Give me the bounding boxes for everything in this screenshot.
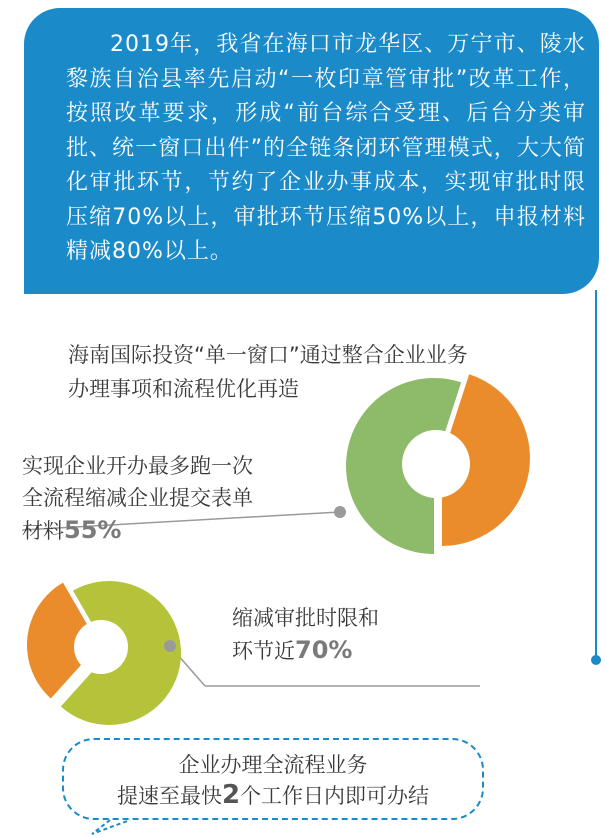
lead-line-1: 海南国际投资“单一窗口”通过整合企业业务 — [68, 343, 468, 367]
callout-materials-line-2: 全流程缩减企业提交表单 — [22, 486, 253, 510]
marker-dot-1 — [334, 506, 346, 518]
lead-line-2: 办理事项和流程优化再造 — [68, 377, 299, 401]
callout-time-line-2: 环节近 — [232, 639, 295, 663]
callout-materials-line-1: 实现企业开办最多跑一次 — [22, 454, 253, 478]
callout-materials-line-3: 材料 — [22, 519, 64, 543]
speech-bubble — [62, 738, 484, 820]
donut-hole-1 — [402, 430, 470, 498]
callout-time — [232, 602, 492, 667]
materials-percent: 55% — [64, 516, 122, 544]
callout-time-line-1: 缩减审批时限和 — [232, 606, 379, 630]
bubble-text — [64, 750, 482, 811]
callout-materials — [22, 450, 322, 547]
bubble-line-2-suffix: 个工作日内即可办结 — [240, 784, 430, 808]
intro-text: 2019年，我省在海口市龙华区、万宁市、陵水黎族自治县率先启动“一枚印章管审批”改革工作，按照改革要求，形成“前台综合受理、后台分类审批、统一窗口出件”的全链条闭环管理模式，大大简化审批环节，节约了企业办事成本，实现审批时限压缩70%以上，审批环节压缩50%以上，申报材料精减80%以上。 — [66, 32, 586, 264]
time-percent: 70% — [295, 636, 353, 664]
bubble-line-1: 企业办理全流程业务 — [178, 753, 368, 777]
marker-dot-2 — [164, 640, 176, 652]
bubble-line-2-prefix: 提速至最快 — [116, 784, 222, 808]
days-value: 2 — [221, 780, 241, 810]
donut-hole-2 — [74, 620, 128, 674]
